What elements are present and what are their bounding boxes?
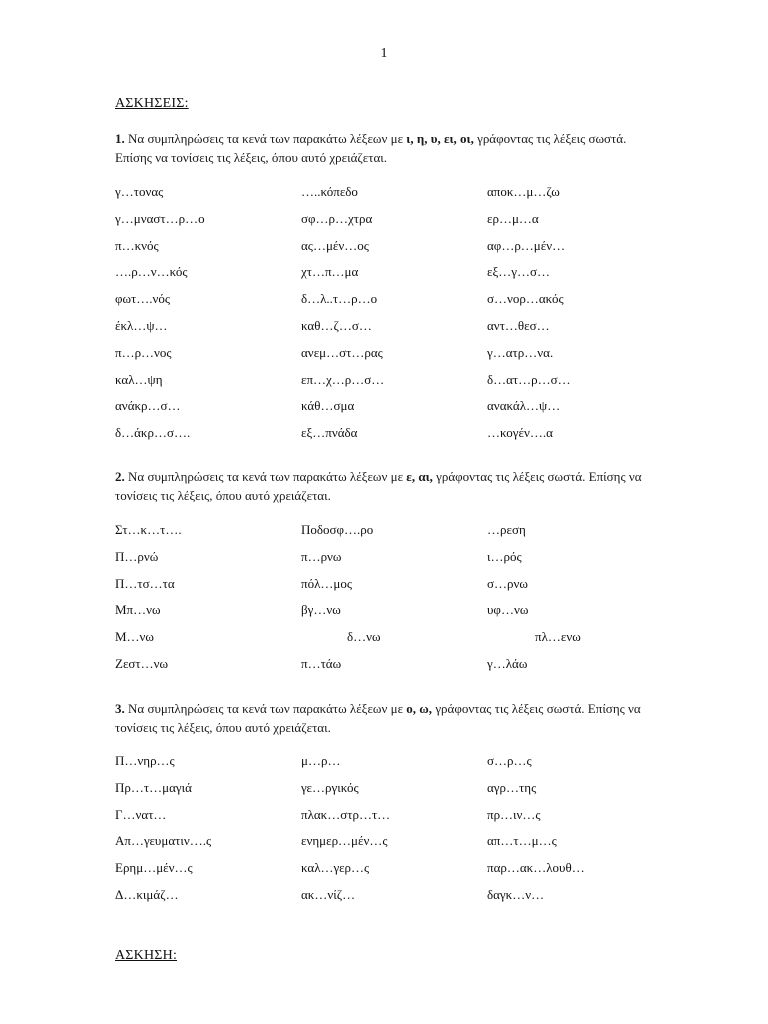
fill-in-word: Ποδοσφ….ρο [301,522,374,537]
word-row [115,656,675,683]
exercise-heading-2: ΑΣΚΗΣΗ: [115,948,178,963]
fill-in-word: Μπ…νω [115,602,161,618]
fill-in-word: γ…τονας [115,184,164,199]
word-row [115,398,675,425]
exercise-3-word-grid [115,753,675,914]
fill-in-word: εξ…γ…σ… [487,264,551,280]
fill-in-word: Πρ…τ…μαγιά [115,779,192,795]
fill-in-word: έκλ…ψ… [115,317,168,333]
fill-in-word: εξ…πνάδα [301,425,358,441]
fill-in-word: Απ…γευματιν….ς [115,833,212,849]
fill-in-word: Π…νηρ…ς [115,753,175,768]
fill-in-word: πλακ…στρ…τ… [301,806,391,822]
fill-in-word: σ…νορ…ακός [487,291,564,307]
word-row [115,372,675,399]
word-row [115,833,675,860]
word-row [115,264,675,291]
fill-in-word: ερ…μ…α [487,210,539,226]
fill-in-word: Γ…νατ… [115,806,167,822]
word-row [115,629,675,656]
fill-in-word: γ…μναστ…ρ…ο [115,210,205,226]
word-row [115,345,675,372]
exercise-2-word-grid [115,522,675,683]
fill-in-word: καλ…ψη [115,371,163,387]
fill-in-word: ι…ρός [487,548,522,564]
fill-in-word: π…ρ…νος [115,344,172,360]
word-row [115,211,675,238]
exercises-heading: ΑΣΚΗΣΕΙΣ: [115,96,189,111]
fill-in-word: καλ…γερ…ς [301,860,370,876]
exercise-2-text-before: Να συμπληρώσεις τα κενά των παρακάτω λέξεων με [124,469,407,484]
fill-in-word: αφ…ρ…μέν… [487,237,566,253]
word-row [115,184,675,211]
fill-in-word: ανακάλ…ψ… [487,398,561,414]
word-row [115,576,675,603]
exercise-1-letters: ι, η, υ, ει, οι, [406,131,474,146]
fill-in-word: καθ…ζ…σ… [301,317,372,333]
fill-in-word: ….ρ…ν…κός [115,264,188,280]
fill-in-word: μ…ρ… [301,753,341,768]
fill-in-word: γ…ατρ…να. [487,344,554,360]
fill-in-word: Ζεστ…νω [115,655,169,671]
exercise-2-letters: ε, αι, [406,469,433,484]
fill-in-word: ακ…νίζ… [301,886,356,902]
fill-in-word: Μ…νω [115,629,154,645]
fill-in-word: σφ…ρ…χτρα [301,210,373,226]
exercise-3-number: 3. [115,701,125,716]
fill-in-word: ενημερ…μέν…ς [301,833,388,849]
fill-in-word: …ρεση [487,522,526,537]
fill-in-word: δ…άκρ…σ…. [115,425,191,441]
word-row [115,425,675,452]
exercise-3-instruction [115,699,655,737]
fill-in-word: αποκ…μ…ζω [487,184,560,199]
fill-in-word: ας…μέν…ος [301,237,369,253]
fill-in-word: πρ…ιν…ς [487,806,541,822]
fill-in-word: π…ρνω [301,548,342,564]
fill-in-word: γε…ργικός [301,779,359,795]
fill-in-word: σ…ρ…ς [487,753,532,768]
word-row [115,780,675,807]
fill-in-word: σ…ρνω [487,575,528,591]
fill-in-word: απ…τ…μ…ς [487,833,557,849]
exercise-1-text-after: γράφοντας τις λέξεις σωστά. Επίσης να τονίσεις τις λέξεις, όπου αυτό χρειάζεται. [115,131,627,165]
fill-in-word: χτ…π…μα [301,264,359,280]
fill-in-word: αγρ…της [487,779,537,795]
exercise-1-word-grid [115,184,675,452]
word-row [115,522,675,549]
fill-in-word: βγ…νω [301,602,341,618]
fill-in-word: Στ…κ…τ…. [115,522,182,537]
word-row [115,860,675,887]
word-row [115,318,675,345]
fill-in-word: …κογέν….α [487,425,553,441]
exercise-2-text-after: γράφοντας τις λέξεις σωστά. Επίσης να τονίσεις τις λέξεις, όπου αυτό χρειάζεται. [115,469,642,503]
exercise-3-text-after: γράφοντας τις λέξεις σωστά. Επίσης να τονίσεις τις λέξεις, όπου αυτό χρειάζεται. [115,701,641,735]
fill-in-word: παρ…ακ…λουθ… [487,860,585,876]
exercise-2-number: 2. [115,469,125,484]
fill-in-word: πόλ…μος [301,575,352,591]
fill-in-word: πλ…ενω [535,629,581,645]
word-row [115,807,675,834]
fill-in-word: φωτ….νός [115,291,171,307]
word-row [115,238,675,265]
fill-in-word: Δ…κιμάζ… [115,886,179,902]
exercise-1-text-before: Να συμπληρώσεις τα κενά των παρακάτω λέξεων με [124,131,407,146]
page-number: 1 [380,46,388,61]
fill-in-word: δ…λ..τ…ρ…ο [301,291,378,307]
fill-in-word: Π…ρνώ [115,548,159,564]
fill-in-word: Ερημ…μέν…ς [115,860,193,876]
fill-in-word: δ…νω [347,629,381,645]
fill-in-word: δ…ατ…ρ…σ… [487,371,571,387]
fill-in-word: ανάκρ…σ… [115,398,181,414]
exercise-3-text-before: Να συμπληρώσεις τα κενά των παρακάτω λέξεων με [124,701,407,716]
fill-in-word: …..κόπεδο [301,184,358,199]
fill-in-word: αντ…θεσ… [487,317,550,333]
word-row [115,549,675,576]
fill-in-word: π…τάω [301,655,342,671]
word-row [115,602,675,629]
fill-in-word: Π…τσ…τα [115,575,175,591]
exercise-2-instruction [115,467,655,505]
word-row [115,291,675,318]
word-row [115,887,675,914]
word-row [115,753,675,780]
fill-in-word: κάθ…σμα [301,398,355,414]
fill-in-word: ανεμ…στ…ρας [301,344,383,360]
exercise-1-instruction [115,129,655,167]
fill-in-word: δαγκ…ν… [487,886,545,902]
fill-in-word: π…κνός [115,237,159,253]
fill-in-word: υφ…νω [487,602,529,618]
fill-in-word: επ…χ…ρ…σ… [301,371,385,387]
fill-in-word: γ…λάω [487,655,528,671]
exercise-1-number: 1. [115,131,125,146]
exercise-3-letters: ο, ω, [406,701,433,716]
